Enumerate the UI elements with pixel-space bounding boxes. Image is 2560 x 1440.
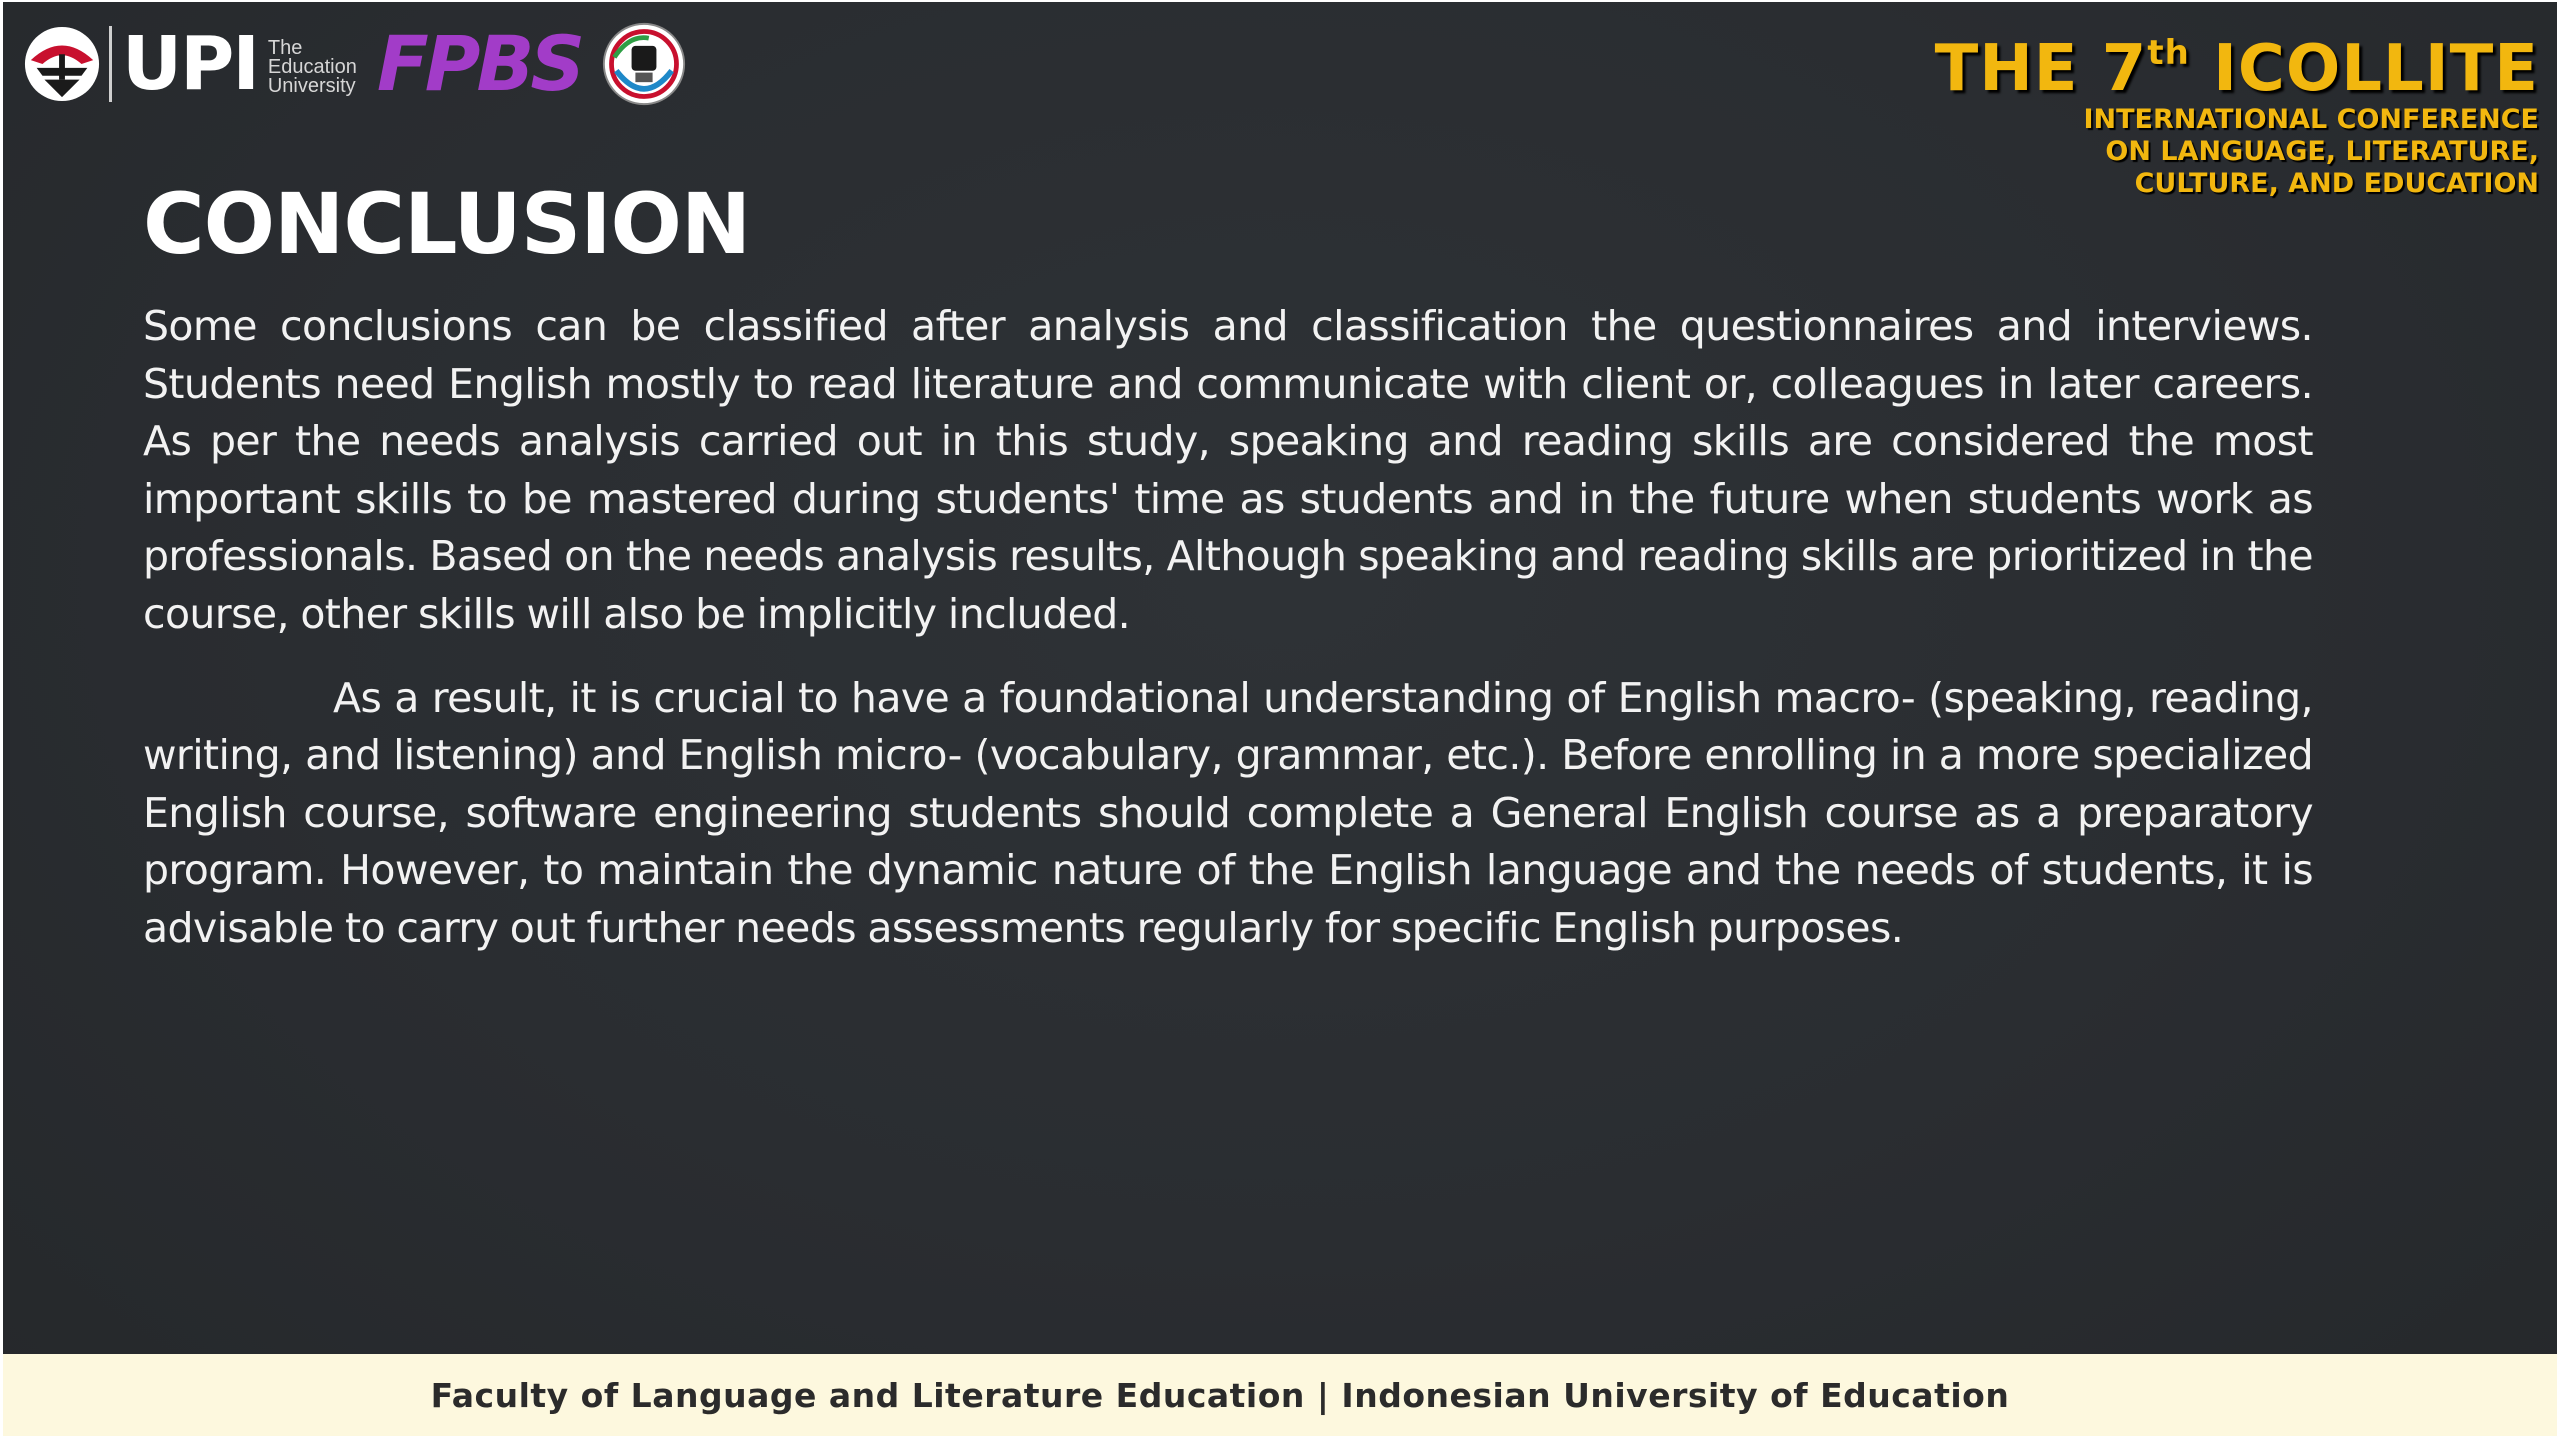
- paragraph: Some conclusions can be classified after analysis and classification the questionnaires and interviews. Students need English mostly to read literature and communicate with client or, colleagues in later careers. As per the needs analysis carried out in this study, speaking and reading skills are considered the most important skills to be mastered during students' time as students and in the future when students work as professionals. Based on the needs analysis results, Although speaking and reading skills are prioritized in the course, other skills will also be implicitly included.: [143, 302, 2313, 638]
- presentation-slide: [3, 2, 2557, 1436]
- conference-subtitle: INTERNATIONAL CONFERENCE ON LANGUAGE, LITERATURE, CULTURE, AND EDUCATION: [2083, 104, 2539, 199]
- footer-bar: [3, 1354, 2557, 1436]
- logo-separator: [109, 26, 112, 102]
- header-logos: [23, 18, 687, 110]
- footer-text: Faculty of Language and Literature Education | Indonesian University of Education: [430, 1375, 2010, 1415]
- conference-badge: [1935, 20, 2539, 200]
- upi-emblem-icon: [23, 25, 101, 103]
- upi-logo-text: UPI: [122, 21, 258, 107]
- university-tagline: The Education University: [267, 36, 357, 97]
- paragraph: As a result, it is crucial to have a foundational understanding of English macro- (speaking, reading, writing, and listening) and English micro- (vocabulary, grammar, etc.). Before enrolling in a more specialized English course, software engineering students should complete a General English course as a preparatory program. However, to maintain the dynamic nature of the English language and the needs of students, it is advisable to carry out further needs assessments regularly for specific English purposes.: [143, 673, 2313, 952]
- slide-body: [143, 298, 2313, 958]
- slide-heading: CONCLUSION: [143, 175, 751, 273]
- fpbs-seal-icon: [601, 21, 687, 107]
- fpbs-logo-text: FPBS: [376, 19, 582, 108]
- conference-title: THE 7th ICOLLITE: [1934, 32, 2539, 106]
